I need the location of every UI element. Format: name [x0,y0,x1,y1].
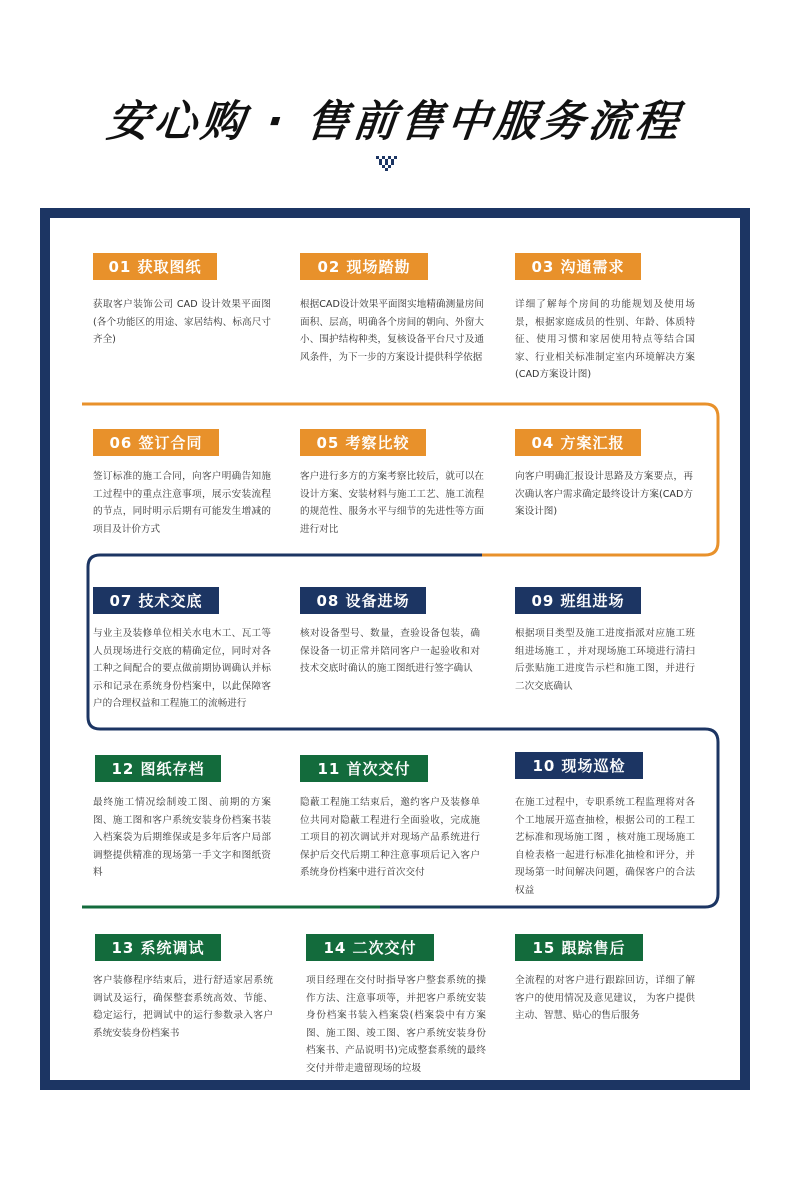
step-07-description: 与业主及装修单位相关水电木工、瓦工等人员现场进行交底的精确定位，同时对各工种之间配合的要点做前期协调确认并标示和记录在系统身份档案中，以此保障客户的合理权益和工程施工的流畅进行 [93,628,271,709]
step-10-badge: 10 现场巡检 [515,752,643,779]
step-03-badge: 03 沟通需求 [515,253,641,280]
step-01-description: 获取客户装饰公司 CAD 设计效果平面图(各个功能区的用途、家居结构、标高尺寸齐全) [93,299,271,345]
process-content [50,218,740,1080]
step-05-description: 客户进行多方的方案考察比较后，就可以在设计方案、安装材料与施工工艺、施工流程的规范性、服务水平与细节的先进性等方面进行对比 [300,471,484,535]
step-12-badge: 12 图纸存档 [95,755,221,782]
step-15-badge: 15 跟踪售后 [515,934,643,961]
step-04-badge: 04 方案汇报 [515,429,641,456]
step-03-description: 详细了解每个房间的功能规划及使用场景，根据家庭成员的性别、年龄、体质特征、使用习惯和家居使用特点等结合国家、行业相关标准制定室内环境解决方案(CAD方案设计图) [515,299,695,380]
step-10-description: 在施工过程中，专职系统工程监理将对各个工地展开巡查抽检，根据公司的工程工艺标准和现场施工图 ，核对施工现场施工自检表格一起进行标准化抽检和评分，并现场第一时间解决问题，确保客户的合法权益 [515,797,695,896]
step-01-badge: 01 获取图纸 [93,253,217,280]
step-15-description: 全流程的对客户进行跟踪回访，详细了解客户的使用情况及意见建议， 为客户提供主动、智慧、贴心的售后服务 [515,975,695,1021]
step-09-badge: 09 班组进场 [515,587,641,614]
step-14-badge: 14 二次交付 [306,934,434,961]
step-14-description: 项目经理在交付时指导客户整套系统的操作方法、注意事项等，并把客户系统安装身份档案书装入档案袋(档案袋中有方案图、施工图、竣工图、客户系统安装身份档案书、产品说明书)完成整套系统的最终交付并带走遗留现场的垃圾 [306,975,486,1074]
checker-ornament-icon [376,156,398,174]
step-11-badge: 11 首次交付 [300,755,428,782]
step-06-badge: 06 签订合同 [93,429,219,456]
step-04-description: 向客户明确汇报设计思路及方案要点，再次确认客户需求确定最终设计方案(CAD方案设计图) [515,471,693,517]
process-panel [40,208,750,1090]
step-12-description: 最终施工情况绘制竣工图、前期的方案图、施工图和客户系统安装身份档案书装入档案袋为后期维保或是多年后客户局部调整提供精准的现场第一手文字和图纸资料 [93,797,271,878]
step-02-description: 根据CAD设计效果平面图实地精确测量房间面积、层高，明确各个房间的朝向、外窗大小、围护结构种类，复核设备平台尺寸及通风条件，为下一步的方案设计提供科学依据 [300,299,484,363]
step-13-description: 客户装修程序结束后，进行舒适家居系统调试及运行，确保整套系统高效、节能、稳定运行，把调试中的运行参数录入客户系统安装身份档案书 [93,975,273,1039]
step-11-description: 隐蔽工程施工结束后，邀约客户及装修单位共同对隐蔽工程进行全面验收，完成施工项目的初次调试并对现场产品系统进行保护后交代后期工种注意事项后记入客户系统身份档案中进行首次交付 [300,797,480,878]
page-title: 安心购 · 售前售中服务流程 [104,97,685,147]
step-08-description: 核对设备型号、数量，查验设备包装，确保设备一切正常并陪同客户一起验收和对技术交底时确认的施工图纸进行签字确认 [300,628,480,674]
step-13-badge: 13 系统调试 [95,934,221,961]
step-05-badge: 05 考察比较 [300,429,426,456]
step-09-description: 根据项目类型及施工进度指派对应施工班组进场施工 ，并对现场施工环境进行清扫后张贴施工进度告示栏和施工图，并进行二次交底确认 [515,628,695,692]
step-07-badge: 07 技术交底 [93,587,219,614]
step-06-description: 签订标准的施工合同，向客户明确告知施工过程中的重点注意事项，展示安装流程的节点，同时明示后期有可能发生增减的项目及计价方式 [93,471,271,535]
step-08-badge: 08 设备进场 [300,587,426,614]
step-02-badge: 02 现场踏勘 [300,253,428,280]
